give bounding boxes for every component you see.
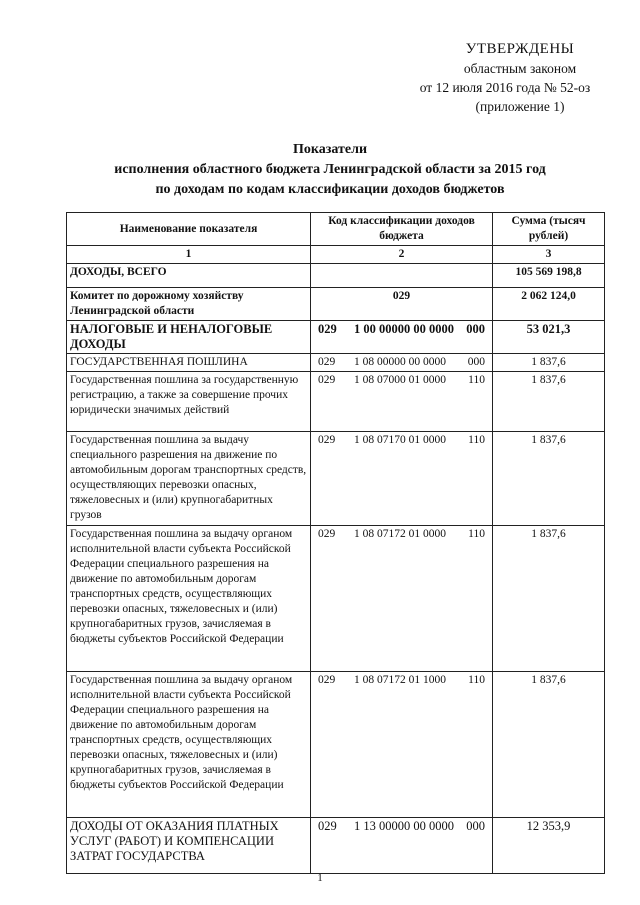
heading-line-3: по доходам по кодам классификации доходов бюджетов — [155, 182, 505, 197]
row-sum: 2 062 124,0 — [493, 288, 605, 321]
row-code — [311, 264, 493, 288]
row-name: Комитет по дорожному хозяйству Ленинградской области — [67, 288, 311, 321]
row-admin-code: 029 — [318, 434, 336, 446]
approval-law: областным законом — [463, 61, 577, 76]
row-admin-code: 029 — [318, 356, 336, 368]
row-sub-code: 110 — [468, 674, 485, 686]
row-name: Государственная пошлина за выдачу органом исполнительной власти субъекта Российской Федерации специального разрешения на движение по автомобильным дорогам транспортных средств, осуществляющих перевозки опасных, тяжеловесных и (или) крупногабаритных грузов, зачисляемая в бюджеты субъектов Российской Федерации — [67, 672, 311, 818]
header-code: Код классификации доходов бюджета — [311, 213, 493, 246]
table-row — [67, 372, 605, 432]
table-row — [67, 526, 605, 672]
table-row — [67, 264, 605, 288]
approval-date: от 12 июля 2016 года № 52-оз — [419, 80, 591, 95]
row-name: Государственная пошлина за выдачу органом исполнительной власти субъекта Российской Федерации специального разрешения на движение по автомобильным дорогам транспортных средств, осуществляющих перевозки опасных, тяжеловесных и (или) крупногабаритных грузов, зачисляемая в бюджеты субъектов Российской Федерации — [67, 526, 311, 672]
row-admin-code: 029 — [311, 288, 493, 321]
approval-appendix: (приложение 1) — [475, 99, 565, 114]
row-code — [311, 354, 493, 372]
row-name: Государственная пошлина за выдачу специального разрешения на движение по автомобильным дорогам транспортных средств, осуществляющих перевозки опасных, тяжеловесных и (или) крупногабаритных грузов — [67, 432, 311, 526]
row-name: ДОХОДЫ ОТ ОКАЗАНИЯ ПЛАТНЫХ УСЛУГ (РАБОТ) И КОМПЕНСАЦИИ ЗАТРАТ ГОСУДАРСТВА — [67, 818, 311, 874]
row-name: ГОСУДАРСТВЕННАЯ ПОШЛИНА — [67, 354, 311, 372]
row-sub-code: 110 — [468, 528, 485, 540]
table-row — [67, 321, 605, 354]
row-sum: 1 837,6 — [493, 372, 605, 432]
table-row — [67, 672, 605, 818]
approval-block — [420, 40, 620, 116]
header-row — [67, 213, 605, 246]
row-sub-code: 000 — [466, 819, 485, 833]
header-sum: Сумма (тысяч рублей) — [493, 213, 605, 246]
row-name: ДОХОДЫ, ВСЕГО — [67, 264, 311, 288]
row-admin-code: 029 — [318, 374, 336, 386]
row-code — [311, 321, 493, 354]
row-code — [311, 672, 493, 818]
row-code — [311, 818, 493, 874]
heading-line-1: Показатели — [292, 142, 368, 157]
table-row — [67, 354, 605, 372]
column-number-row — [67, 246, 605, 264]
row-sum: 1 837,6 — [493, 672, 605, 818]
row-sum: 1 837,6 — [493, 526, 605, 672]
row-class-code: 1 08 07170 01 0000 — [354, 434, 446, 446]
row-class-code: 1 08 07000 01 0000 — [354, 374, 446, 386]
row-class-code: 1 13 00000 00 0000 — [354, 819, 454, 833]
row-sum: 53 021,3 — [493, 321, 605, 354]
row-admin-code: 029 — [318, 322, 337, 336]
col-number-3: 3 — [493, 246, 605, 264]
row-code — [311, 432, 493, 526]
row-class-code: 1 00 00000 00 0000 — [354, 322, 454, 336]
row-sub-code: 110 — [468, 434, 485, 446]
row-sum: 1 837,6 — [493, 432, 605, 526]
table-row — [67, 432, 605, 526]
row-class-code: 1 08 07172 01 1000 — [354, 674, 446, 686]
row-admin-code: 029 — [318, 674, 336, 686]
row-code — [311, 526, 493, 672]
row-sub-code: 110 — [468, 374, 485, 386]
row-sub-code: 000 — [466, 322, 485, 336]
col-number-1: 1 — [67, 246, 311, 264]
approval-title: УТВЕРЖДЕНЫ — [465, 41, 575, 57]
budget-table — [66, 212, 605, 874]
row-class-code: 1 08 07172 01 0000 — [354, 528, 446, 540]
row-sum: 12 353,9 — [493, 818, 605, 874]
document-heading — [60, 140, 600, 200]
row-sum: 105 569 198,8 — [493, 264, 605, 288]
row-name: НАЛОГОВЫЕ И НЕНАЛОГОВЫЕ ДОХОДЫ — [67, 321, 311, 354]
table-row — [67, 818, 605, 874]
row-class-code: 1 08 00000 00 0000 — [354, 356, 446, 368]
row-admin-code: 029 — [318, 819, 337, 833]
col-number-2: 2 — [311, 246, 493, 264]
row-sub-code: 000 — [467, 356, 485, 368]
row-admin-code: 029 — [318, 528, 336, 540]
heading-line-2: исполнения областного бюджета Ленинградской области за 2015 год — [114, 162, 546, 177]
header-name: Наименование показателя — [67, 213, 311, 246]
row-name: Государственная пошлина за государственную регистрацию, а также за совершение прочих юридически значимых действий — [67, 372, 311, 432]
table-row — [67, 288, 605, 321]
row-sum: 1 837,6 — [493, 354, 605, 372]
page-number: 1 — [317, 872, 323, 884]
row-code — [311, 372, 493, 432]
